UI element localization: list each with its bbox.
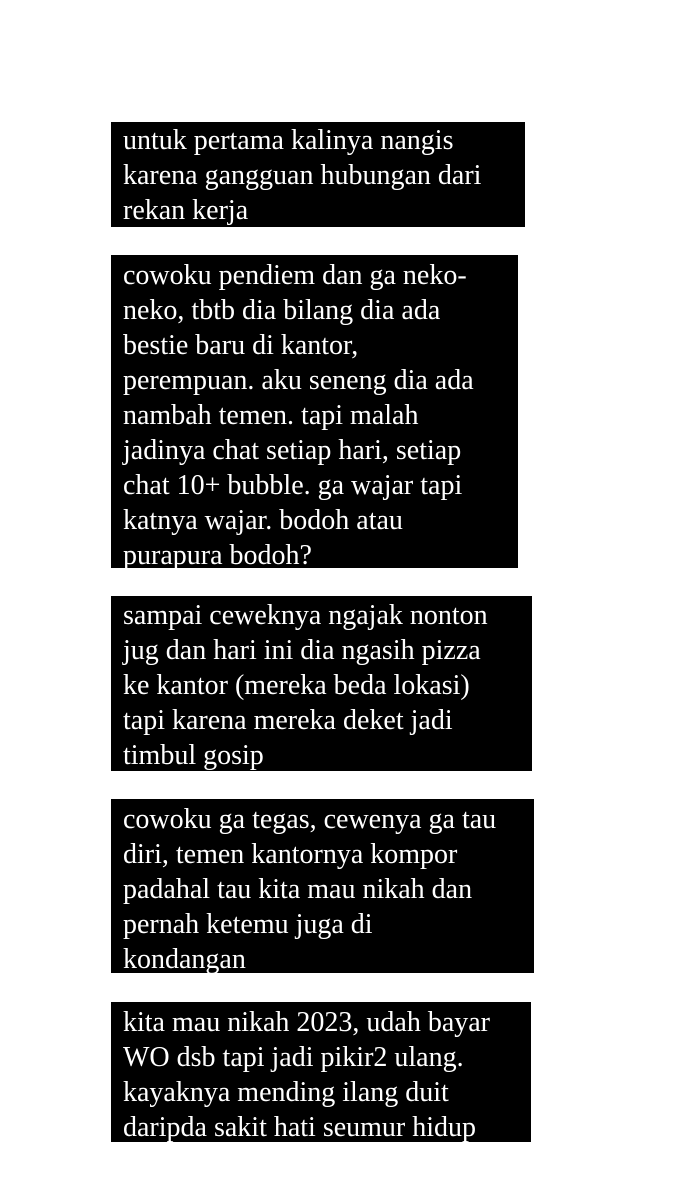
- caption-block-5: [111, 1002, 531, 1142]
- caption-line: perempuan. aku seneng dia ada: [123, 365, 474, 396]
- caption-line: cowoku pendiem dan ga neko-: [123, 260, 467, 291]
- caption-line: kita mau nikah 2023, udah bayar: [123, 1007, 491, 1038]
- caption-line: purapura bodoh?: [123, 540, 312, 571]
- caption-line: jug dan hari ini dia ngasih pizza: [123, 635, 481, 666]
- caption-line: WO dsb tapi jadi pikir2 ulang.: [123, 1042, 464, 1073]
- caption-line: nambah temen. tapi malah: [123, 400, 419, 431]
- caption-line: diri, temen kantornya kompor: [123, 839, 458, 870]
- caption-line: pernah ketemu juga di: [123, 909, 373, 940]
- caption-block-3: [111, 596, 532, 771]
- caption-block-2: [111, 255, 518, 571]
- caption-line: karena gangguan hubungan dari: [123, 160, 482, 191]
- caption-line: katnya wajar. bodoh atau: [123, 505, 403, 536]
- caption-line: kayaknya mending ilang duit: [123, 1077, 449, 1108]
- caption-block-1: [111, 122, 525, 227]
- caption-line: chat 10+ bubble. ga wajar tapi: [123, 470, 463, 501]
- caption-line: ke kantor (mereka beda lokasi): [123, 670, 470, 701]
- caption-line: untuk pertama kalinya nangis: [123, 125, 454, 156]
- caption-line: neko, tbtb dia bilang dia ada: [123, 295, 441, 326]
- caption-line: rekan kerja: [123, 195, 249, 226]
- caption-line: cowoku ga tegas, cewenya ga tau: [123, 804, 497, 835]
- caption-line: timbul gosip: [123, 740, 264, 771]
- caption-block-4: [111, 799, 534, 973]
- caption-line: kondangan: [123, 944, 246, 975]
- caption-line: padahal tau kita mau nikah dan: [123, 874, 473, 905]
- caption-line: sampai ceweknya ngajak nonton: [123, 600, 488, 631]
- caption-line: bestie baru di kantor,: [123, 330, 359, 361]
- caption-line: tapi karena mereka deket jadi: [123, 705, 453, 736]
- caption-line: jadinya chat setiap hari, setiap: [123, 435, 462, 466]
- caption-line: daripda sakit hati seumur hidup: [123, 1112, 477, 1143]
